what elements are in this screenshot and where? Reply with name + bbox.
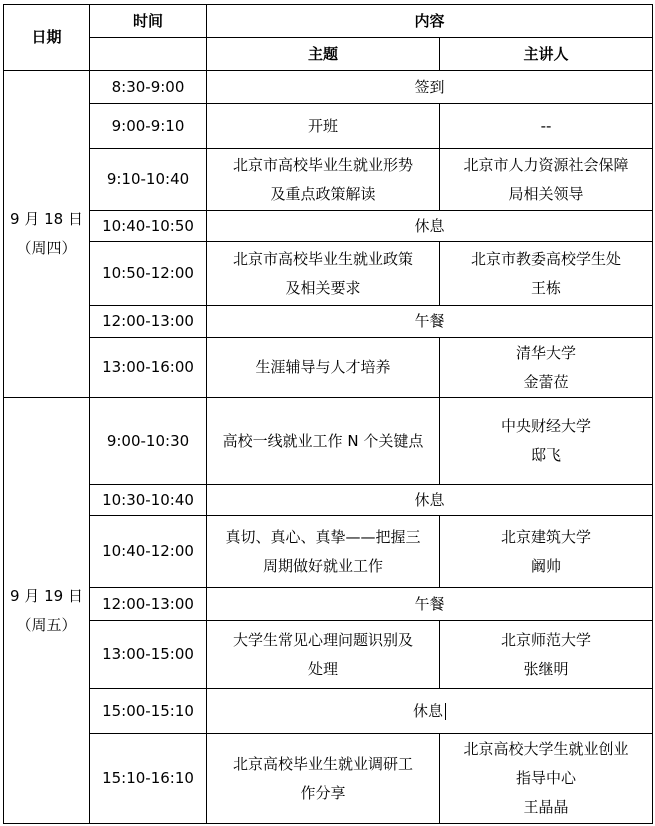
- header-date: 日期: [4, 5, 90, 71]
- merged-cell: [207, 689, 653, 734]
- speaker-line: 北京建筑大学: [501, 527, 592, 546]
- weekday-label: （周四）: [16, 239, 77, 257]
- speaker-line: 王晶晶: [523, 798, 569, 816]
- time-cell: 12:00-13:00: [90, 588, 207, 621]
- topic-cell: [207, 242, 440, 306]
- table-row: [4, 104, 653, 149]
- merged-text: 休息: [413, 701, 444, 720]
- speaker-line: 阚帅: [531, 556, 562, 575]
- topic-cell: [207, 149, 440, 211]
- speaker-line: 邸飞: [531, 446, 562, 464]
- topic-line: 处理: [307, 659, 338, 678]
- speaker-line: 北京高校大学生就业创业: [463, 740, 629, 758]
- table-row: [4, 149, 653, 211]
- speaker-line: 局相关领导: [508, 184, 584, 203]
- speaker-line: 指导中心: [516, 769, 577, 787]
- speaker-line: 张继明: [523, 659, 569, 678]
- speaker-line: 北京市人力资源社会保障: [463, 155, 629, 174]
- time-cell: 13:00-15:00: [90, 621, 207, 689]
- subheader-empty: [90, 38, 207, 71]
- merged-cell: 休息: [207, 211, 653, 242]
- table-row: [4, 338, 653, 398]
- time-cell: 15:00-15:10: [90, 689, 207, 734]
- date-label: 9 月 18 日: [10, 210, 83, 228]
- topic-cell: 开班: [207, 104, 440, 149]
- date-label: 9 月 19 日: [10, 586, 83, 605]
- topic-line: 周期做好就业工作: [262, 556, 383, 575]
- topic-line: 北京市高校毕业生就业政策: [232, 249, 413, 268]
- weekday-label: （周五）: [16, 615, 77, 634]
- header-content: 内容: [207, 5, 653, 38]
- header-time: 时间: [90, 5, 207, 38]
- topic-line: 北京市高校毕业生就业形势: [232, 155, 413, 174]
- text-cursor: [445, 703, 446, 720]
- speaker-cell: [440, 734, 653, 824]
- topic-cell: 高校一线就业工作 N 个关键点: [207, 398, 440, 485]
- time-cell: 13:00-16:00: [90, 338, 207, 398]
- table-row: [4, 398, 653, 485]
- table-row: [4, 485, 653, 516]
- topic-line: 及重点政策解读: [270, 184, 376, 203]
- time-cell: 10:30-10:40: [90, 485, 207, 516]
- topic-line: 北京高校毕业生就业调研工: [232, 754, 413, 773]
- speaker-line: 金蕾莅: [523, 372, 569, 391]
- topic-line: 作分享: [300, 783, 346, 802]
- merged-cell: 签到: [207, 71, 653, 104]
- time-cell: 10:40-10:50: [90, 211, 207, 242]
- time-cell: 15:10-16:10: [90, 734, 207, 824]
- table-row: [4, 242, 653, 306]
- table-row: [4, 588, 653, 621]
- table-row: [4, 306, 653, 338]
- table-row: [4, 689, 653, 734]
- topic-cell: [207, 621, 440, 689]
- speaker-line: 清华大学: [516, 343, 577, 362]
- speaker-line: 北京市教委高校学生处: [471, 249, 622, 268]
- merged-cell: 休息: [207, 485, 653, 516]
- time-cell: 12:00-13:00: [90, 306, 207, 338]
- speaker-cell: [440, 149, 653, 211]
- speaker-cell: [440, 398, 653, 485]
- date-cell-day1: [4, 71, 90, 398]
- table-row: [4, 516, 653, 588]
- topic-cell: [207, 516, 440, 588]
- time-cell: 9:10-10:40: [90, 149, 207, 211]
- speaker-line: 中央财经大学: [501, 417, 592, 435]
- time-cell: 8:30-9:00: [90, 71, 207, 104]
- topic-line: 及相关要求: [285, 278, 361, 297]
- topic-cell: 生涯辅导与人才培养: [207, 338, 440, 398]
- merged-cell: 午餐: [207, 306, 653, 338]
- speaker-line: 王栋: [531, 278, 562, 297]
- date-cell-day2: [4, 398, 90, 824]
- merged-cell: 午餐: [207, 588, 653, 621]
- header-topic: 主题: [207, 38, 440, 71]
- speaker-cell: [440, 516, 653, 588]
- header-row: [4, 5, 653, 38]
- speaker-cell: --: [440, 104, 653, 149]
- header-speaker: 主讲人: [440, 38, 653, 71]
- topic-cell: [207, 734, 440, 824]
- speaker-cell: [440, 338, 653, 398]
- topic-line: 真切、真心、真挚——把握三: [225, 527, 421, 546]
- time-cell: 9:00-9:10: [90, 104, 207, 149]
- speaker-line: 北京师范大学: [501, 630, 592, 649]
- table-row: [4, 211, 653, 242]
- table-row: [4, 621, 653, 689]
- topic-line: 大学生常见心理问题识别及: [232, 630, 413, 649]
- speaker-cell: [440, 621, 653, 689]
- time-cell: 10:40-12:00: [90, 516, 207, 588]
- schedule-table: [3, 4, 653, 824]
- table-row: [4, 71, 653, 104]
- table-row: [4, 734, 653, 824]
- subheader-row: [4, 38, 653, 71]
- time-cell: 10:50-12:00: [90, 242, 207, 306]
- speaker-cell: [440, 242, 653, 306]
- time-cell: 9:00-10:30: [90, 398, 207, 485]
